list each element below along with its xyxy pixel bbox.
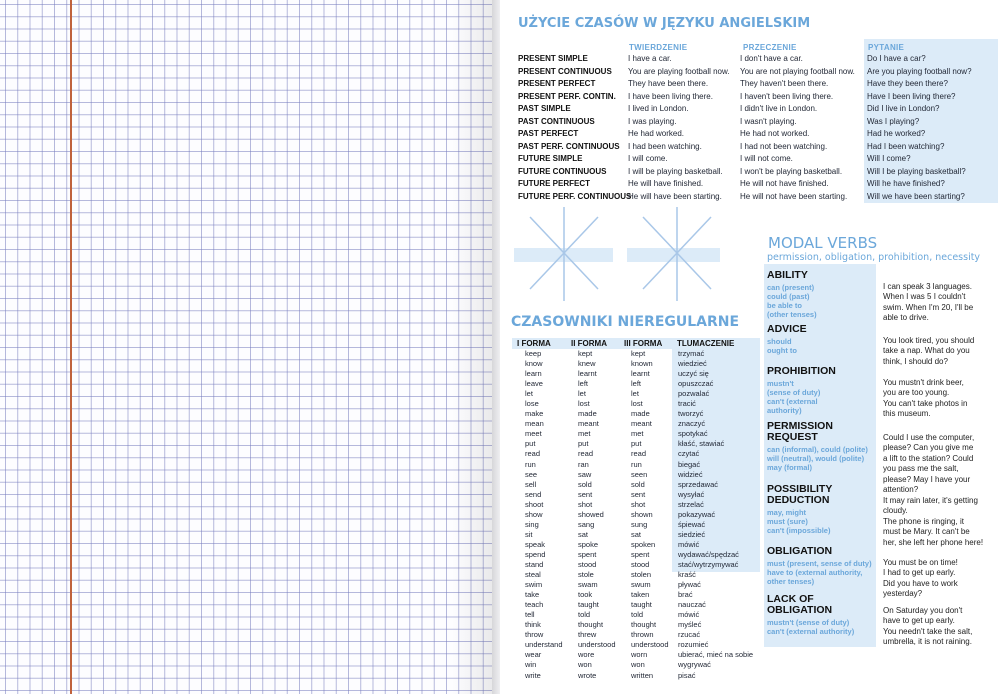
verb-translation: wygrywać (678, 660, 711, 670)
irregular-header-2: II FORMA (571, 339, 607, 348)
tense-q-cell: Have I been living there? (867, 91, 956, 101)
modal-example-line: a lift to the station? Could (883, 453, 974, 463)
verb-form: wear (525, 650, 542, 660)
modal-example-line: please? Can you give me (883, 443, 974, 453)
tense-names (518, 53, 631, 203)
modal-example-line: her, she left her phone here! (883, 537, 984, 547)
verb-form: make (525, 409, 544, 419)
tense-name: PAST PERF. CONTINUOUS (518, 141, 620, 151)
verb-form: throw (525, 630, 544, 640)
modal-verb: should (767, 337, 792, 346)
verb-form: understood (631, 640, 669, 650)
tense-neg-cell: I didn't live in London. (740, 104, 818, 113)
verb-form: won (631, 660, 645, 670)
modal-example-line: you pass me the salt, (883, 464, 959, 474)
verb-form: read (525, 449, 541, 459)
verb-form: write (525, 670, 541, 680)
verb-form: shown (631, 509, 653, 519)
modal-example (883, 378, 998, 420)
verb-translation: kłaść, stawiać (678, 439, 725, 449)
modal-example-line: please? May I have your (883, 474, 971, 484)
tense-name: PAST CONTINUOUS (518, 116, 595, 126)
modal-example-line: It may rain later, it's getting (883, 496, 978, 505)
irregular-header-3: III FORMA (624, 339, 663, 348)
irregular-header-1: I FORMA (517, 339, 551, 348)
modal-heading (767, 421, 833, 443)
tense-neg-cell: I don't have a car. (740, 54, 803, 63)
verb-form: knew (578, 359, 596, 369)
tense-q-cell: Will he have finished? (867, 179, 945, 188)
verb-form: sell (525, 479, 537, 489)
verb-form: learnt (578, 369, 597, 379)
verb-translation: wydawać/spędzać (678, 549, 739, 559)
verb-form: written (631, 670, 654, 680)
verb-form: took (578, 590, 593, 600)
tense-aff-cell: I had been watching. (628, 141, 702, 151)
modal-heading (767, 546, 832, 557)
modal-heading-line: POSSIBILITY (767, 483, 833, 495)
modal-example-line: this museum. (883, 409, 931, 419)
verb-translation: rozumieć (678, 640, 709, 650)
verb-translation: mówić (678, 610, 700, 620)
modal-example-line: I had to get up early. (883, 568, 956, 578)
modal-example (883, 496, 998, 548)
verb-form: put (525, 439, 536, 449)
modal-example-line: Did you have to work (883, 578, 958, 588)
question-header: PYTANIE (868, 43, 905, 52)
modal-example-line: You mustn't drink beer, (883, 378, 964, 387)
tense-aff-cell: I will be playing basketball. (628, 166, 723, 176)
verb-translation: biegać (678, 459, 701, 469)
verb-translation: widzieć (678, 469, 703, 479)
tense-aff-cell: You are playing football now. (628, 66, 730, 76)
verb-form: shot (631, 499, 646, 509)
verb-form: met (578, 429, 591, 439)
tense-name: PRESENT PERF. CONTIN. (518, 91, 616, 101)
modal-verb: may, might (767, 508, 807, 517)
tense-name: FUTURE PERFECT (518, 179, 590, 188)
modal-example-line: yesterday? (883, 589, 923, 599)
modal-verbs-list (767, 445, 868, 472)
modal-heading-line: DEDUCTION (767, 494, 830, 506)
tense-q-cell: Will I be playing basketball? (867, 166, 966, 176)
modal-heading-line: ABILITY (767, 269, 808, 281)
verb-form: thought (578, 620, 604, 630)
modal-heading (767, 270, 808, 281)
modal-example-line: must be Mary. It can't be (883, 527, 970, 537)
verb-form: swum (631, 580, 651, 590)
verb-form: learn (525, 369, 542, 379)
verb-form: left (578, 379, 589, 389)
modal-title: MODAL VERBS (768, 234, 878, 252)
tense-name: PRESENT CONTINUOUS (518, 66, 612, 76)
verb-form: understand (525, 640, 563, 650)
tense-neg-cell: He will not have been starting. (740, 191, 848, 201)
verb-form: told (578, 610, 591, 620)
modal-verb: other tenses) (767, 577, 815, 586)
verb-form: worn (631, 650, 648, 660)
verb-translation: wysyłać (678, 489, 705, 499)
verb-form: understood (578, 640, 616, 650)
verb-form: show (525, 509, 543, 519)
tense-neg-cell: I wasn't playing. (740, 116, 797, 126)
tense-neg-cell: I had not been watching. (740, 141, 828, 151)
verb-form: read (578, 449, 594, 459)
verb-form: saw (578, 469, 592, 479)
decorative-crosses (510, 205, 720, 305)
tense-aff-cell: I lived in London. (628, 104, 689, 113)
verb-form: swim (525, 580, 543, 590)
verb-form: sing (525, 519, 539, 529)
verb-form: meant (578, 419, 599, 429)
modal-heading (767, 594, 832, 616)
verb-form: shoot (525, 499, 544, 509)
irregular-form-2 (578, 349, 616, 681)
modal-example (883, 606, 998, 648)
tense-neg-cell: I will not come. (740, 154, 793, 163)
modal-example-line: Could I use the computer, (883, 433, 975, 442)
modal-verb: could (past) (767, 292, 810, 301)
verb-translation: nauczać (678, 600, 706, 610)
modal-heading-line: OBLIGATION (767, 545, 833, 557)
verb-form: spent (631, 549, 650, 559)
modal-verb: mustn't (sense of duty) (767, 618, 850, 627)
verb-form: know (525, 359, 543, 369)
tense-q-cell: Are you playing football now? (867, 66, 972, 76)
verb-form: told (631, 610, 644, 620)
modal-verb: authority) (767, 406, 802, 415)
verb-translation: stać/wytrzymywać (678, 559, 739, 569)
irregular-header-4: TLUMACZENIE (677, 339, 735, 348)
verb-form: lose (525, 399, 539, 409)
verb-translation: śpiewać (678, 519, 706, 529)
verb-form: meet (525, 429, 542, 439)
margin-line (70, 0, 72, 694)
verb-translation: ubierać, mieć na sobie (678, 650, 754, 660)
modal-subtitle: permission, obligation, prohibition, necessity (767, 252, 981, 263)
verb-translation: strzelać (678, 499, 704, 509)
verb-translation: trzymać (678, 349, 705, 358)
irregular-title: CZASOWNIKI NIEREGULARNE (511, 314, 740, 330)
modal-example-line: You look tired, you should (883, 336, 975, 345)
reference-page (500, 0, 1000, 694)
grid-page (0, 0, 492, 694)
verb-translation: pokazywać (678, 509, 716, 519)
affirmative-header: TWIERDZENIE (629, 43, 688, 52)
verb-form: put (631, 439, 642, 449)
tense-neg-cell: They haven't been there. (740, 79, 829, 88)
verb-form: sent (578, 489, 593, 499)
tense-neg-cell: He will not have finished. (740, 179, 829, 188)
modal-verbs-list (767, 508, 830, 535)
verb-form: steal (525, 570, 541, 580)
modal-example-line: think, I should do? (883, 356, 948, 366)
tense-name: PAST PERFECT (518, 129, 579, 138)
verb-form: spent (578, 549, 597, 559)
verb-translation: pisać (678, 670, 696, 680)
modal-verbs-list (767, 559, 872, 586)
modal-example (883, 282, 998, 324)
modal-verbs-list (767, 283, 817, 319)
negative-header: PRZECZENIE (743, 43, 797, 52)
modal-example (883, 433, 998, 495)
verb-translation: siedzieć (678, 529, 706, 539)
verb-form: sat (578, 529, 589, 539)
tense-neg-cell: You are not playing football now. (740, 66, 855, 76)
modal-heading-line: PROHIBITION (767, 365, 836, 377)
verb-form: leave (525, 379, 543, 389)
verb-form: sold (578, 479, 592, 489)
modal-verb: (other tenses) (767, 310, 817, 319)
tense-q-cell: Have they been there? (867, 79, 948, 88)
tense-aff-cell: I have been living there. (628, 91, 713, 101)
verb-translation: mówić (678, 539, 700, 549)
verb-form: seen (631, 469, 648, 479)
modal-example-line: On Saturday you don't (883, 606, 963, 615)
modal-verb: can't (external authority) (767, 627, 855, 636)
verb-form: speak (525, 539, 546, 549)
irregular-translation (678, 349, 753, 681)
verb-form: mean (525, 419, 544, 429)
verb-form: let (525, 389, 533, 399)
modal-heading-line: OBLIGATION (767, 604, 833, 616)
verb-form: wrote (578, 670, 597, 680)
tense-aff-cell: He will have been starting. (628, 191, 722, 201)
verb-translation: tracić (678, 399, 696, 409)
verb-translation: tworzyć (678, 409, 704, 419)
modal-verbs-list (767, 618, 854, 636)
verb-form: spoken (631, 539, 656, 549)
verb-translation: brać (678, 590, 693, 600)
verb-form: kept (631, 349, 646, 358)
tense-name: PRESENT SIMPLE (518, 54, 588, 63)
modal-example (883, 558, 998, 600)
tense-neg-cell: I won't be playing basketball. (740, 166, 843, 176)
modal-heading-line: PERMISSION (767, 420, 833, 432)
verb-form: swam (578, 580, 598, 590)
verb-form: wore (578, 650, 595, 660)
verb-form: run (525, 459, 536, 469)
modal-heading (767, 324, 807, 335)
modal-example-line: The phone is ringing, it (883, 516, 964, 526)
modal-verb: (sense of duty) (767, 388, 821, 397)
verb-form: sent (631, 489, 646, 499)
verb-translation: uczyć się (678, 369, 709, 379)
verb-form: taken (631, 590, 650, 600)
modal-verb: can (informal), could (polite) (767, 445, 868, 454)
verb-form: shot (578, 499, 593, 509)
verb-translation: opuszczać (678, 379, 714, 389)
verb-form: thought (631, 620, 657, 630)
verb-form: think (525, 620, 541, 630)
verb-translation: znaczyć (678, 419, 706, 429)
verb-translation: sprzedawać (678, 479, 719, 489)
modal-verb: can't (external (767, 397, 818, 406)
modal-example-line: cloudy. (883, 506, 908, 516)
modal-heading-line: REQUEST (767, 431, 818, 443)
verb-form: left (631, 379, 642, 389)
tense-q-cell: Did I live in London? (867, 104, 940, 113)
verb-form: spoke (578, 539, 599, 549)
tense-q-cell: Was I playing? (867, 116, 920, 126)
tense-q-cell: Will I come? (867, 154, 911, 163)
tense-q-cell: Had he worked? (867, 129, 926, 138)
verb-form: let (631, 389, 639, 399)
verb-form: learnt (631, 369, 650, 379)
verb-form: win (525, 660, 537, 670)
verb-form: see (525, 469, 538, 479)
verb-form: take (525, 590, 540, 600)
verb-translation: spotykać (678, 429, 708, 439)
modal-verbs-list (767, 337, 797, 355)
verb-form: tell (525, 610, 535, 620)
tense-name: PAST SIMPLE (518, 104, 571, 113)
verb-form: thrown (631, 630, 654, 640)
tense-negative (740, 53, 855, 203)
modal-example-line: you are too young. (883, 388, 950, 398)
verb-form: lost (631, 399, 643, 409)
modal-verb: can't (impossible) (767, 526, 831, 535)
modal-verb: must (present, sense of duty) (767, 559, 872, 568)
verb-translation: pozwalać (678, 389, 710, 399)
verb-form: taught (578, 600, 599, 610)
modal-verb: may (formal) (767, 463, 813, 472)
tense-neg-cell: I haven't been living there. (740, 91, 834, 101)
verb-form: read (631, 449, 647, 459)
verb-form: keep (525, 349, 542, 358)
modal-example-line: attention? (883, 484, 919, 494)
modal-example (883, 336, 998, 367)
verb-form: won (578, 660, 592, 670)
modal-verbs-list (767, 379, 820, 415)
tense-name: FUTURE SIMPLE (518, 154, 583, 163)
verb-form: let (578, 389, 586, 399)
verb-translation: myśleć (678, 620, 702, 630)
verb-form: taught (631, 600, 652, 610)
verb-form: put (578, 439, 589, 449)
verb-form: sang (578, 519, 595, 529)
tense-aff-cell: He will have finished. (628, 179, 704, 188)
modal-example-line: You can't take photos in (883, 398, 968, 408)
modal-verb: must (sure) (767, 517, 808, 526)
modal-verb: have to (external authority, (767, 568, 863, 577)
modal-example-line: take a nap. What do you (883, 346, 970, 356)
tense-aff-cell: I will come. (628, 154, 668, 163)
verb-form: stood (578, 559, 597, 569)
modal-example-line: able to drive. (883, 313, 929, 323)
verb-form: send (525, 489, 542, 499)
tense-name: PRESENT PERFECT (518, 79, 596, 88)
verb-form: stolen (631, 570, 652, 580)
modal-example-line: I can speak 3 languages. (883, 282, 972, 291)
modal-heading (767, 366, 836, 377)
tense-q-cell: Do I have a car? (867, 54, 926, 63)
tense-question (867, 53, 972, 203)
verb-form: run (631, 459, 642, 469)
verb-form: showed (578, 509, 604, 519)
tense-q-cell: Had I been watching? (867, 141, 945, 151)
modal-verb: ought to (767, 346, 797, 355)
verb-form: made (578, 409, 597, 419)
tense-aff-cell: They have been there. (628, 79, 709, 88)
verb-form: known (631, 359, 653, 369)
tense-affirmative (628, 53, 730, 203)
verb-form: kept (578, 349, 593, 358)
verb-form: teach (525, 600, 544, 610)
verb-form: ran (578, 459, 589, 469)
verb-form: stand (525, 559, 544, 569)
verb-form: sung (631, 519, 648, 529)
modal-verb: mustn't (767, 379, 794, 388)
modal-heading-line: LACK OF (767, 593, 814, 605)
modal-example-line: have to get up early. (883, 616, 955, 626)
tenses-title: UŻYCIE CZASÓW W JĘZYKU ANGIELSKIM (518, 16, 811, 31)
verb-translation: wiedzieć (678, 359, 707, 369)
modal-example-line: You needn't take the salt, (883, 626, 973, 636)
tense-name: FUTURE CONTINUOUS (518, 166, 607, 176)
tense-aff-cell: I have a car. (628, 54, 672, 63)
verb-form: sit (525, 529, 533, 539)
verb-form: lost (578, 399, 590, 409)
tense-aff-cell: He had worked. (628, 129, 685, 138)
irregular-form-3 (631, 349, 669, 681)
modal-heading-line: ADVICE (767, 323, 807, 335)
verb-translation: rzucać (678, 630, 701, 640)
modal-verb: be able to (767, 301, 803, 310)
tense-neg-cell: He had not worked. (740, 129, 810, 138)
verb-form: sat (631, 529, 642, 539)
modal-heading (767, 484, 832, 506)
modal-example-line: swim. When I'm 20, I'll be (883, 302, 974, 312)
verb-form: spend (525, 549, 546, 559)
modal-example-line: You must be on time! (883, 558, 958, 567)
verb-translation: czytać (678, 449, 700, 459)
verb-form: sold (631, 479, 645, 489)
tense-aff-cell: I was playing. (628, 116, 677, 126)
verb-form: met (631, 429, 644, 439)
tense-name: FUTURE PERF. CONTINUOUS (518, 191, 632, 201)
verb-form: threw (578, 630, 597, 640)
irregular-form-1 (525, 349, 563, 681)
verb-form: stood (631, 559, 650, 569)
modal-verb: can (present) (767, 283, 815, 292)
modal-example-line: umbrella, it is not raining. (883, 637, 972, 647)
tense-q-cell: Will we have been starting? (867, 191, 965, 201)
verb-form: stole (578, 570, 594, 580)
modal-verb: will (neutral), would (polite) (767, 454, 865, 463)
modal-example-line: When I was 5 I couldn't (883, 292, 966, 302)
verb-form: meant (631, 419, 652, 429)
verb-translation: pływać (678, 580, 701, 590)
verb-form: made (631, 409, 650, 419)
verb-translation: kraść (678, 570, 696, 580)
